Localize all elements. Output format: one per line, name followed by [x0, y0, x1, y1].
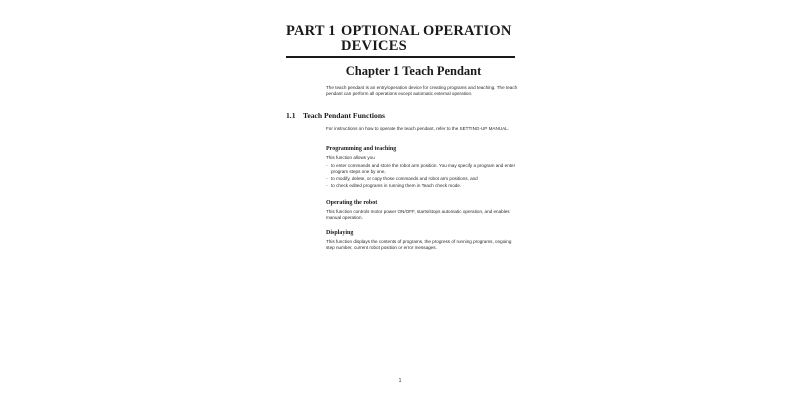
chapter-title: Chapter 1 Teach Pendant [345, 64, 482, 78]
list-item: - to enter commands and store the robot arm position. You may specify a program and enter program steps one by one, [326, 163, 520, 174]
programming-bullet-list [326, 163, 520, 190]
list-item: - to check edited programs in running them in Teach check mode. [326, 183, 520, 189]
section-title: Teach Pendant Functions [303, 111, 385, 120]
subsection-title-displaying: Displaying [326, 230, 354, 236]
section-paragraph: For instructions on how to operate the teach pendant, refer to the SETTING-UP MANUAL. [326, 126, 509, 131]
part-title: OPTIONAL OPERATION DEVICES [341, 23, 512, 54]
page-number: 1 [398, 378, 402, 384]
subsection-title-operating: Operating the robot [326, 200, 378, 206]
part-number: PART 1 [286, 23, 336, 39]
subsection-title-programming: Programming and teaching [326, 146, 397, 152]
list-item: - to modify, delete, or copy those commands and robot arm positions, and [326, 176, 520, 182]
intro-paragraph: The teach pendant is an entry/operation device for creating programs and teaching. The teach pendant can perform all operations except automatic external operation. [326, 85, 518, 96]
subsection-text-displaying: This function displays the contents of programs, the progress of running programs, ongoing step number, current robot position or error messages. [326, 239, 512, 250]
section-number: 1.1 [286, 111, 296, 120]
heading-rule [286, 56, 515, 58]
subsection-text-operating: This function controls motor power ON/OFF, starts/stops automatic operation, and enables manual operation. [326, 209, 510, 220]
subsection-lead-programming: This function allows you [326, 155, 375, 160]
